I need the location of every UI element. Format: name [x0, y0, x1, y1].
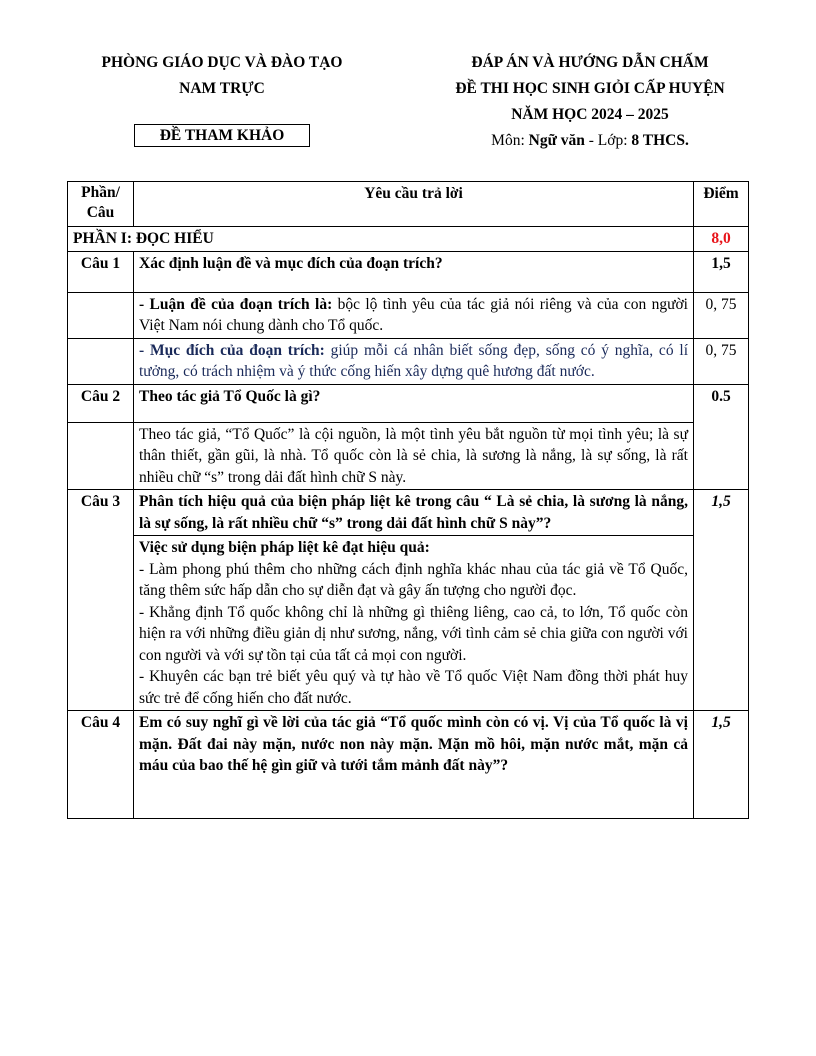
- answer-body: bộc lộ tình yêu của tác giả nói riêng và của con người Việt Nam nói chung dành cho Tổ quốc.: [139, 295, 688, 334]
- answer-heading: - Luận đề của đoạn trích là:: [139, 295, 333, 313]
- answer-table: [67, 181, 749, 819]
- table-row: [68, 384, 749, 422]
- answer-text: Theo tác giả, “Tổ Quốc” là cội nguồn, là một tình yêu bắt nguồn từ mọi tình yêu; là sự thân thiết, gần gũi, là nhà. Tổ quốc còn là sẻ chia, là sương là nắng, là sự sống, là rất nhiều chữ “s” trong dải đất hình chữ S này.: [134, 422, 694, 490]
- question-text: Phân tích hiệu quả của biện pháp liệt kê trong câu “ Là sẻ chia, là sương là nắng, là sự sống, là rất nhiều chữ “s” trong dải đất hình chữ S này”?: [134, 490, 694, 536]
- table-row: [68, 251, 749, 292]
- table-row: [68, 338, 749, 384]
- answer-heading: Việc sử dụng biện pháp liệt kê đạt hiệu quả:: [139, 539, 430, 556]
- answer-score: 0, 75: [694, 292, 749, 338]
- table-row: [68, 292, 749, 338]
- question-label: Câu 2: [68, 384, 134, 422]
- header-left: [72, 50, 372, 102]
- answer-text: [134, 292, 694, 338]
- empty-cell: [68, 338, 134, 384]
- grade-name: 8 THCS.: [631, 132, 689, 149]
- section-title: PHẦN I: ĐỌC HIỂU: [68, 227, 694, 252]
- question-label: Câu 4: [68, 711, 134, 819]
- answer-heading: - Mục đích của đoạn trích:: [139, 341, 325, 359]
- header-right: [420, 50, 760, 154]
- reference-label: ĐỀ THAM KHẢO: [134, 124, 310, 147]
- doc-title: ĐÁP ÁN VÀ HƯỚNG DẪN CHẤM: [471, 54, 709, 71]
- question-text: Em có suy nghĩ gì về lời của tác giả “Tổ quốc mình còn có vị. Vị của Tổ quốc là vị mặn. Đất đai này mặn, nước non này mặn. Mặn mồ hôi, mặn nước mắt, mặn cả máu của bao thế hệ gìn giữ và tưới tắm mảnh đất này”?: [134, 711, 694, 819]
- section-row: [68, 227, 749, 252]
- grade-prefix: - Lớp:: [584, 132, 632, 149]
- answer-text: [134, 338, 694, 384]
- exam-title: ĐỀ THI HỌC SINH GIỎI CẤP HUYỆN: [455, 80, 725, 97]
- subject-line: [420, 128, 760, 154]
- col-part-header: Phần/ Câu: [68, 182, 134, 227]
- answer-score: 0, 75: [694, 338, 749, 384]
- answer-point: - Làm phong phú thêm cho những cách định nghĩa khác nhau của tác giả về Tổ Quốc, tăng thêm sức hấp dẫn cho sự diễn đạt và gây ấn tượng cho người đọc.: [139, 560, 688, 599]
- subject-prefix: Môn:: [491, 132, 529, 149]
- question-score: 1,5: [694, 251, 749, 292]
- answer-point: - Khẳng định Tổ quốc không chỉ là những gì thiêng liêng, cao cả, to lớn, Tổ quốc còn hiện ra với những điều giản dị như sương, nắng, với tình cảm sẻ chia giữa con người với con người và với sự tồn tại của tất cả mọi con người.: [139, 603, 688, 664]
- question-label: Câu 1: [68, 251, 134, 292]
- answer-body: giúp mỗi cá nhân biết sống đẹp, sống có ý nghĩa, có lí tưởng, có trách nhiệm và ý thức cống hiến xây dựng quê hương đất nước.: [139, 341, 688, 380]
- question-score: 0.5: [694, 384, 749, 490]
- table-row: [68, 490, 749, 536]
- table-header-row: [68, 182, 749, 227]
- table-row: [68, 422, 749, 490]
- col-requirement-header: Yêu cầu trả lời: [134, 182, 694, 227]
- question-label: Câu 3: [68, 490, 134, 711]
- school-year: NĂM HỌC 2024 – 2025: [511, 106, 669, 123]
- question-score: 1,5: [694, 490, 749, 711]
- department-name: PHÒNG GIÁO DỤC VÀ ĐÀO TẠO: [101, 54, 343, 71]
- question-score: 1,5: [694, 711, 749, 819]
- table-row: [68, 536, 749, 711]
- question-text: Theo tác giả Tổ Quốc là gì?: [134, 384, 694, 422]
- empty-cell: [68, 292, 134, 338]
- subject-name: Ngữ văn: [528, 132, 585, 149]
- section-score: 8,0: [694, 227, 749, 252]
- district-name: NAM TRỰC: [179, 80, 265, 97]
- table-row: [68, 711, 749, 819]
- col-score-header: Điểm: [694, 182, 749, 227]
- empty-cell: [68, 422, 134, 490]
- answer-text: [134, 536, 694, 711]
- question-text: Xác định luận đề và mục đích của đoạn trích?: [134, 251, 694, 292]
- answer-point: - Khuyên các bạn trẻ biết yêu quý và tự hào về Tổ quốc Việt Nam đồng thời phát huy sức trẻ để cống hiến cho đất nước.: [139, 668, 688, 707]
